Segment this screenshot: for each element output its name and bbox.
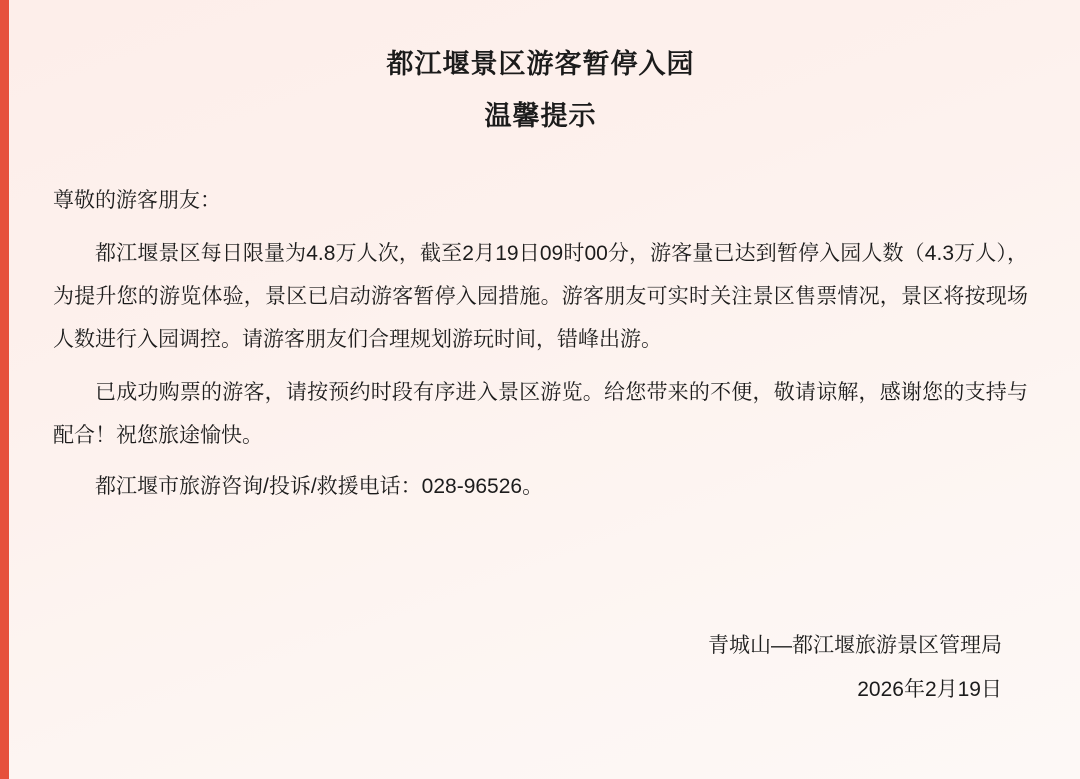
- signature-organization: 青城山—都江堰旅游景区管理局: [708, 634, 1002, 657]
- notice-title: [53, 46, 1028, 135]
- body-paragraph-3: 都江堰市旅游咨询/投诉/救援电话：028-96526。: [95, 475, 544, 499]
- notice-content: [9, 0, 1080, 779]
- title-line-primary: 都江堰景区游客暂停入园: [386, 49, 695, 79]
- body-paragraph-1: 都江堰景区每日限量为4.8万人次，截至2月19日09时00分，游客量已达到暂停入园人数（4.3万人），为提升您的游览体验，景区已启动游客暂停入园措施。游客朋友可实时关注景区售票情况，景区将按现场人数进行入园调控。请游客朋友们合理规划游玩时间，错峰出游。: [53, 241, 1028, 352]
- notice-body: [53, 179, 1028, 508]
- salutation-text: 尊敬的游客朋友：: [53, 188, 221, 212]
- notice-signature-block: [53, 625, 1028, 751]
- body-paragraph-2: 已成功购票的游客，请按预约时段有序进入景区游览。给您带来的不便，敬请谅解，感谢您的支持与配合！祝您旅途愉快。: [53, 381, 1028, 448]
- title-line-secondary: 温馨提示: [484, 101, 597, 132]
- signature-date: 2026年2月19日: [857, 678, 1002, 701]
